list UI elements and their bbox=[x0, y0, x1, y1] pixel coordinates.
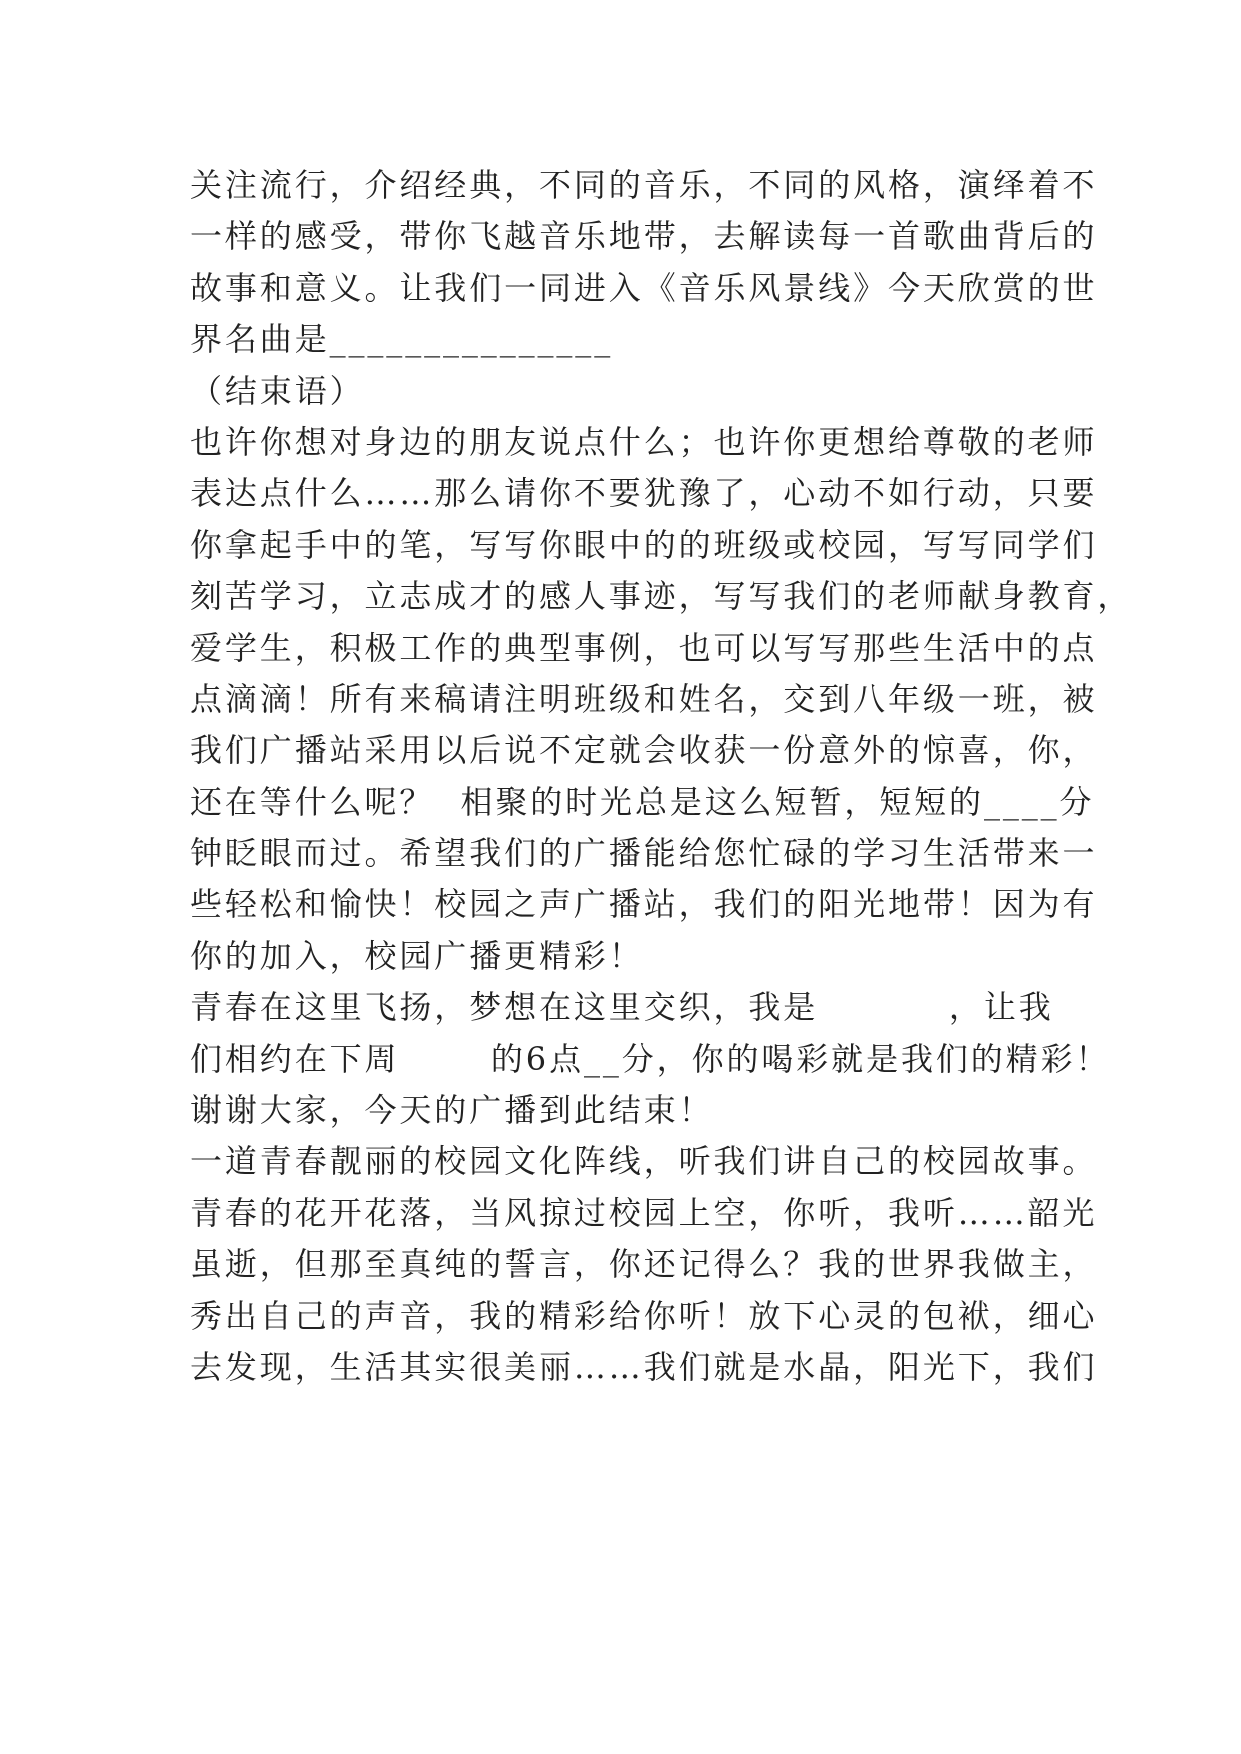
text-line: 谢谢大家，今天的广播到此结束！ bbox=[190, 1091, 714, 1130]
section-heading: （结束语） bbox=[190, 371, 365, 410]
text-line: 虽逝，但那至真纯的誓言，你还记得么？我的世界我做主， bbox=[190, 1245, 1098, 1284]
text-line: 秀出自己的声音，我的精彩给你听！放下心灵的包袱，细心 bbox=[190, 1296, 1098, 1335]
text-line: 些轻松和愉快！校园之声广播站，我们的阳光地带！因为有 bbox=[190, 885, 1098, 924]
text-line: 爱学生，积极工作的典型事例，也可以写写那些生活中的点 bbox=[190, 628, 1098, 667]
text-line: 你拿起手中的笔，写写你眼中的的班级或校园，写写同学们 bbox=[190, 525, 1098, 564]
text-line: 也许你想对身边的朋友说点什么；也许你更想给尊敬的老师 bbox=[190, 422, 1098, 461]
text-line: 界名曲是_______________ bbox=[190, 320, 614, 359]
text-line: 去发现，生活其实很美丽……我们就是水晶，阳光下，我们 bbox=[190, 1347, 1098, 1386]
text-line: 点滴滴！所有来稿请注明班级和姓名，交到八年级一班，被 bbox=[190, 679, 1098, 718]
text-line: 我们广播站采用以后说不定就会收获一份意外的惊喜，你， bbox=[190, 731, 1098, 770]
text-line: 故事和意义。让我们一同进入《音乐风景线》今天欣赏的世 bbox=[190, 268, 1098, 307]
text-line: 你的加入，校园广播更精彩！ bbox=[190, 936, 644, 975]
text-line: 一样的感受，带你飞越音乐地带，去解读每一首歌曲背后的 bbox=[190, 217, 1098, 256]
text-line: 青春的花开花落，当风掠过校园上空，你听，我听……韶光 bbox=[190, 1193, 1098, 1232]
text-line: 还在等什么呢？ 相聚的时光总是这么短暂，短短的____分 bbox=[190, 782, 1095, 821]
text-line: 表达点什么……那么请你不要犹豫了，心动不如行动，只要 bbox=[190, 474, 1098, 513]
text-line: 钟眨眼而过。希望我们的广播能给您忙碌的学习生活带来一 bbox=[190, 834, 1098, 873]
text-line: 青春在这里飞扬，梦想在这里交织，我是 ，让我 bbox=[190, 988, 1054, 1027]
document-body bbox=[190, 160, 1133, 1393]
text-line: 们相约在下周 的6点__分，你的喝彩就是我们的精彩！ bbox=[190, 1039, 1111, 1078]
text-line: 刻苦学习，立志成才的感人事迹，写写我们的老师献身教育， bbox=[190, 577, 1133, 616]
text-line: 关注流行，介绍经典，不同的音乐，不同的风格，演绎着不 bbox=[190, 166, 1098, 204]
text-line: 一道青春靓丽的校园文化阵线，听我们讲自己的校园故事。 bbox=[190, 1142, 1098, 1181]
